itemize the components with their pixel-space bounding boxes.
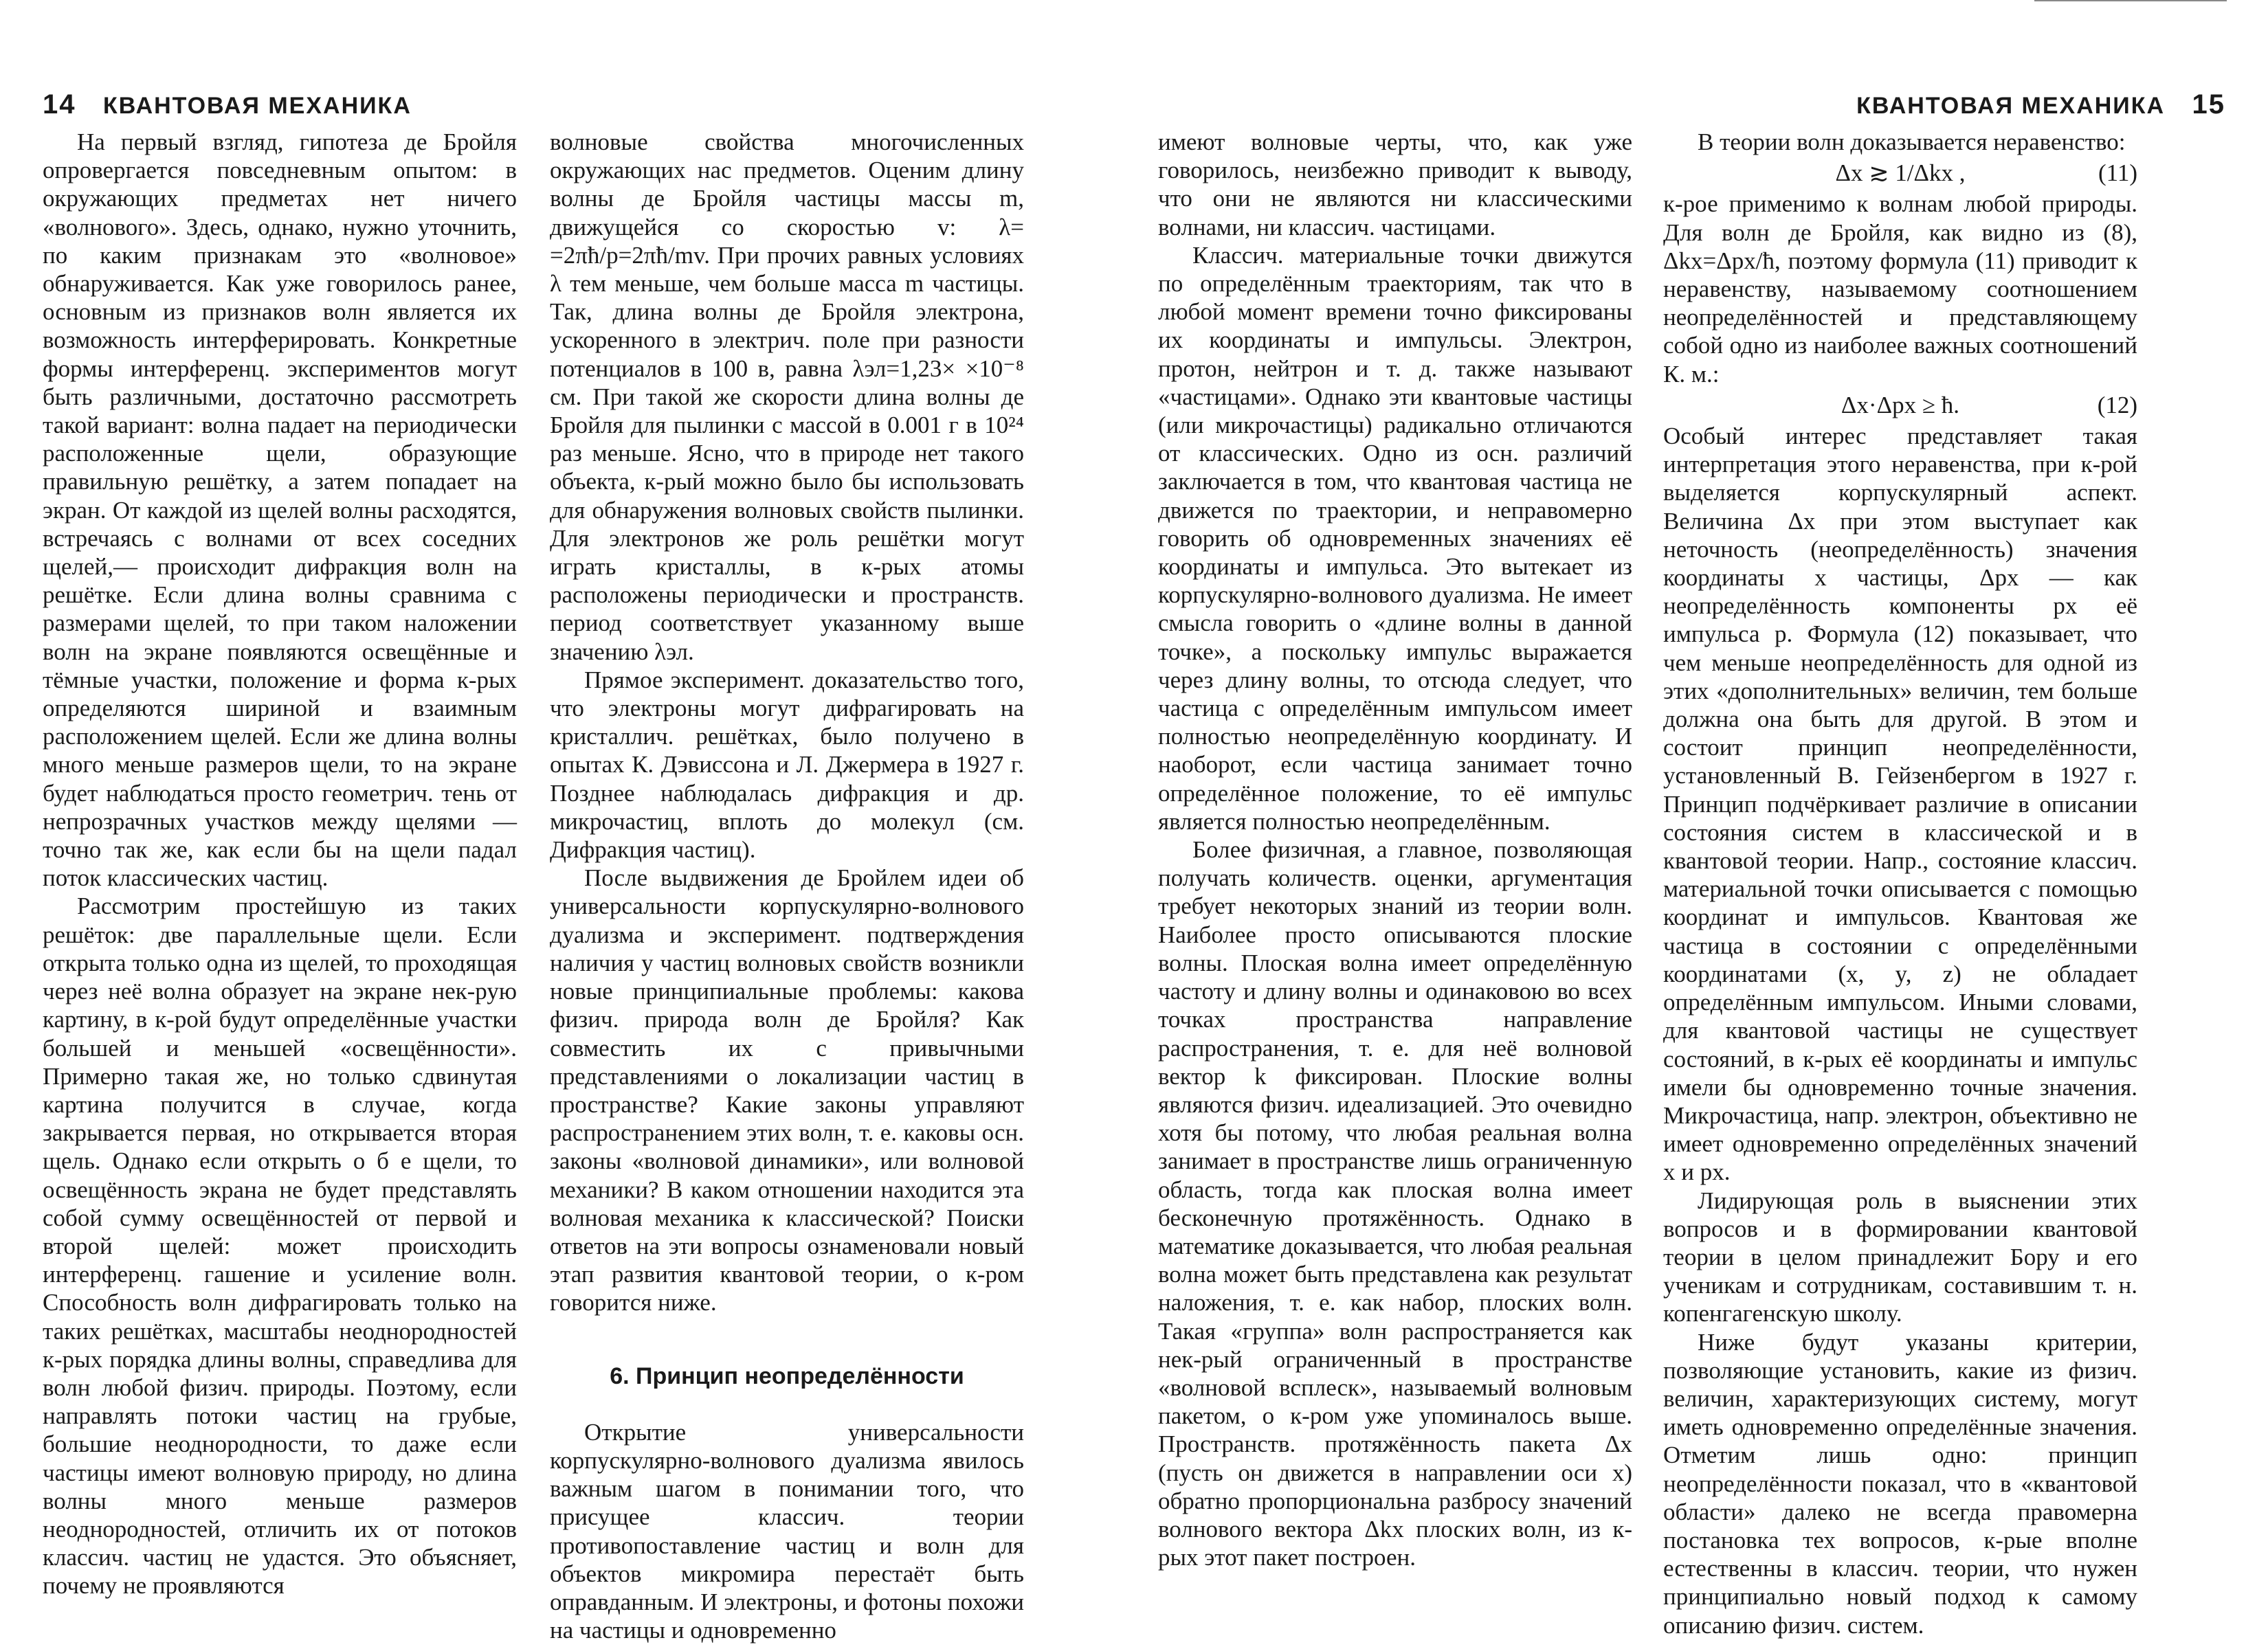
running-head-title-left: КВАНТОВАЯ МЕХАНИКА (102, 93, 412, 119)
paragraph: Особый интерес представляет такая интерпретация этого неравенства, при к-рой выделяется корпускулярный аспект. Величина Δx при этом выступает как неточность (неопределённость) значения координаты x частицы, Δpx — как неопределённость компоненты px её импульса p. Формула (12) показывает, что чем меньше неопределённость для одной из этих «дополнительных» величин, тем больше должна она быть для другой. В этом и состоит принцип неопределённости, установленный В. Гейзенбергом в 1927 г. Принцип подчёркивает различие в описании состояния систем в классической и в квантовой теории. Напр., состояние классич. материальной точки описывается с помощью координат и импульсов. Квантовая же частица в состоянии с определёнными координатами (x, y, z) не обладает определённым импульсом. Иными словами, для квантовой частицы не существует состояний, в к-рых её координаты и импульс имели бы одновременно точные значения. Микрочастица, напр. электрон, объективно не имеет одновременно определённых значений x и px. (1663, 423, 2137, 1186)
paragraph: На первый взгляд, гипотеза де Бройля опровергается повседневным опытом: в окружающих предметах нет ничего «волнового». Здесь, однако, нужно уточнить, по каким признакам это «волновое» обнаруживается. Как уже говорилось ранее, основным из признаков волн является их возможность интерферировать. Конкретные формы интерференц. экспериментов могут быть различными, достаточно рассмотреть такой вариант: волна падает на периодически расположенные щели, образующие правильную решётку, а затем попадает на экран. От каждой из щелей волны расходятся, встречаясь с волнами от всех соседних щелей,— происходит дифракция волн на решётке. Если длина волны сравнима с размерами щелей, то при таком наложении волн на экране появляются освещённые и тёмные участки, положение и форма к-рых определяются шириной и взаимным расположением щелей. Если же длина волны много меньше размеров щели, то на экране будет наблюдаться просто геометрич. тень от непрозрачных участков между щелями — точно так же, как если бы на щели падал поток классических частиц. (43, 128, 517, 892)
paragraph: Классич. материальные точки движутся по определённым траекториям, так что в любой момент времени точно фиксированы их координаты и импульсы. Электрон, протон, нейтрон и т. д. также называют «частицами». Однако эти квантовые частицы (или микрочастицы) радикально отличаются от классических. Одно из осн. различий заключается в том, что квантовая частица не движется по траектории, и неправомерно говорить об одновременных значениях её координаты и импульса. Это вытекает из корпускулярно-волнового дуализма. Не имеет смысла говорить о «длине волны в данной точке», а поскольку импульс выражается через длину волны, то отсюда следует, что частица с определённым импульсом имеет полностью неопределённую координату. И наоборот, если частица занимает точно определённое положение, то её импульс является полностью неопределённым. (1158, 241, 1632, 835)
page-number-right: 15 (2192, 89, 2225, 120)
running-head-left (43, 89, 412, 120)
paragraph: Прямое эксперимент. доказательство того, что электроны могут дифрагировать на кристаллич. решётках, было получено в опытах К. Дэвиссона и Л. Джермера в 1927 г. Позднее наблюдалась дифракция и др. микрочастиц, вплоть до молекул (см. Дифракция частиц). (550, 666, 1024, 864)
formula-11 (1663, 159, 2137, 187)
running-head-right (1856, 89, 2225, 120)
paragraph: Рассмотрим простейшую из таких решёток: две параллельные щели. Если открыта только одна из щелей, то проходящая через неё волна образует на экране нек-рую картину, в к-рой будут определённые участки большей и меньшей «освещённости». Примерно такая же, но только сдвинутая картина получится в случае, когда закрывается первая, но открывается вторая щель. Однако если открыть о б е щели, то освещённость экрана не будет представлять собой сумму освещённостей от первой и второй щелей: может происходить интерференц. гашение и усиление волн. Способность волн дифрагировать только на таких решётках, масштабы неоднородностей к-рых порядка длины волны, справедлива для волн любой физич. природы. Поэтому, если направлять потоки частиц на грубые, большие неоднородности, то даже если частицы имеют волновую природу, но длина волны много меньше размеров неоднородностей, отличить их от потоков классич. частиц не удастся. Это объясняет, почему не проявляются (43, 893, 517, 1600)
right-column-1 (1158, 128, 1632, 1571)
formula-12-expression: Δx·Δpx ≥ ħ. (1841, 391, 1960, 418)
left-column-1 (43, 128, 517, 1600)
left-column-2 (550, 128, 1024, 1644)
paragraph: имеют волновые черты, что, как уже говорилось, неизбежно приводит к выводу, что они не являются ни классическими волнами, ни классич. частицами. (1158, 128, 1632, 240)
formula-12-number: (12) (2097, 391, 2137, 418)
formula-11-number: (11) (2098, 159, 2137, 187)
running-head-title-right: КВАНТОВАЯ МЕХАНИКА (1856, 93, 2166, 119)
formula-12 (1663, 391, 2137, 419)
paragraph: волновые свойства многочисленных окружающих нас предметов. Оценим длину волны де Бройля частицы массы m, движущейся со скоростью v: λ= =2πħ/p=2πħ/mv. При прочих равных условиях λ тем меньше, чем больше масса m частицы. Так, длина волны де Бройля электрона, ускоренного в электрич. поле при разности потенциалов в 100 в, равна λэл=1,23× ×10⁻⁸ см. При такой же скорости длина волны де Бройля для пылинки с массой в 0.001 г в 10²⁴ раз меньше. Ясно, что в природе нет такого объекта, к-рый можно было бы использовать для обнаружения волновых свойств пылинки. Для электронов же роль решётки могут играть кристаллы, в к-рых атомы расположены периодически и пространств. период соответствует указанному выше значению λэл. (550, 128, 1024, 665)
paragraph: В теории волн доказывается неравенство: (1698, 128, 2126, 155)
section-heading: 6. Принцип неопределённости (610, 1362, 964, 1389)
right-page (1134, 0, 2268, 1649)
right-column-2 (1663, 128, 2137, 1639)
paragraph: Более физичная, а главное, позволяющая получать количеств. оценки, аргументация требует некоторых знаний из теории волн. Наиболее просто описываются плоские волны. Плоская волна имеет определённую частоту и длину волны и одинаковою во всех точках пространства направление распространения, т. е. для неё волновой вектор k фиксирован. Плоские волны являются физич. идеализацией. Это очевидно хотя бы потому, что любая реальная волна занимает в пространстве лишь ограниченную область, тогда как плоская волна имеет бесконечную протяжённость. Однако в математике доказывается, что любая реальная волна может быть представлена как результат наложения, т. е. как набор, плоских волн. Такая «группа» волн распространяется как нек-рый ограниченный в пространстве «волновой всплеск», называемый волновым пакетом, о к-ром уже упоминалось выше. Пространств. протяжённость пакета Δx (пусть он движется в направлении оси x) обратно пропорциональна разбросу значений волнового вектора Δkx плоских волн, из к-рых этот пакет построен. (1158, 836, 1632, 1571)
formula-11-expression: Δx ≳ 1/Δkx , (1835, 159, 1966, 187)
page-number-left: 14 (43, 89, 76, 120)
paragraph: Ниже будут указаны критерии, позволяющие установить, какие из физич. величин, характеризующих систему, могут иметь одновременно определённые значения. Отметим лишь одно: принцип неопределённости показал, что в «квантовой области» далеко не всегда правомерна постановка тех вопросов, к-рые вполне естественны в классич. теории, что нужен принципиально новый подход к самому описанию физич. систем. (1663, 1328, 2137, 1639)
paragraph: Лидирующая роль в выяснении этих вопросов и в формировании квантовой теории в целом принадлежит Бору и его ученикам и сотрудникам, составившим т. н. копенгагенскую школу. (1663, 1187, 2137, 1327)
paragraph: к-рое применимо к волнам любой природы. Для волн де Бройля, как видно из (8), Δkx=Δpx/ħ, поэтому формула (11) приводит к неравенству, называемому соотношением неопределённостей и представляющему собой одно из наиболее важных соотношений К. м.: (1663, 190, 2137, 388)
paragraph: Открытие универсальности корпускулярно-волнового дуализма явилось важным шагом в понимании того, что присущее классич. теории противопоставление частиц и волн для объектов микромира перестаёт быть оправданным. И электроны, и фотоны похожи на частицы и одновременно (550, 1418, 1024, 1644)
paragraph: После выдвижения де Бройлем идеи об универсальности корпускулярно-волнового дуализма и эксперимент. подтверждения наличия у частиц волновых свойств возникли новые принципиальные проблемы: какова физич. природа волн де Бройля? Как совместить их с привычными представлениями о локализации частиц в пространстве? Какие законы управляют распространением этих волн, т. е. каковы осн. законы «волновой динамики», или волновой механики? В каком отношении находится эта волновая механика к классической? Поиски ответов на эти вопросы ознаменовали новый этап развития квантовой теории, о к-ром говорится ниже. (550, 864, 1024, 1316)
top-rule (2034, 0, 2227, 4)
